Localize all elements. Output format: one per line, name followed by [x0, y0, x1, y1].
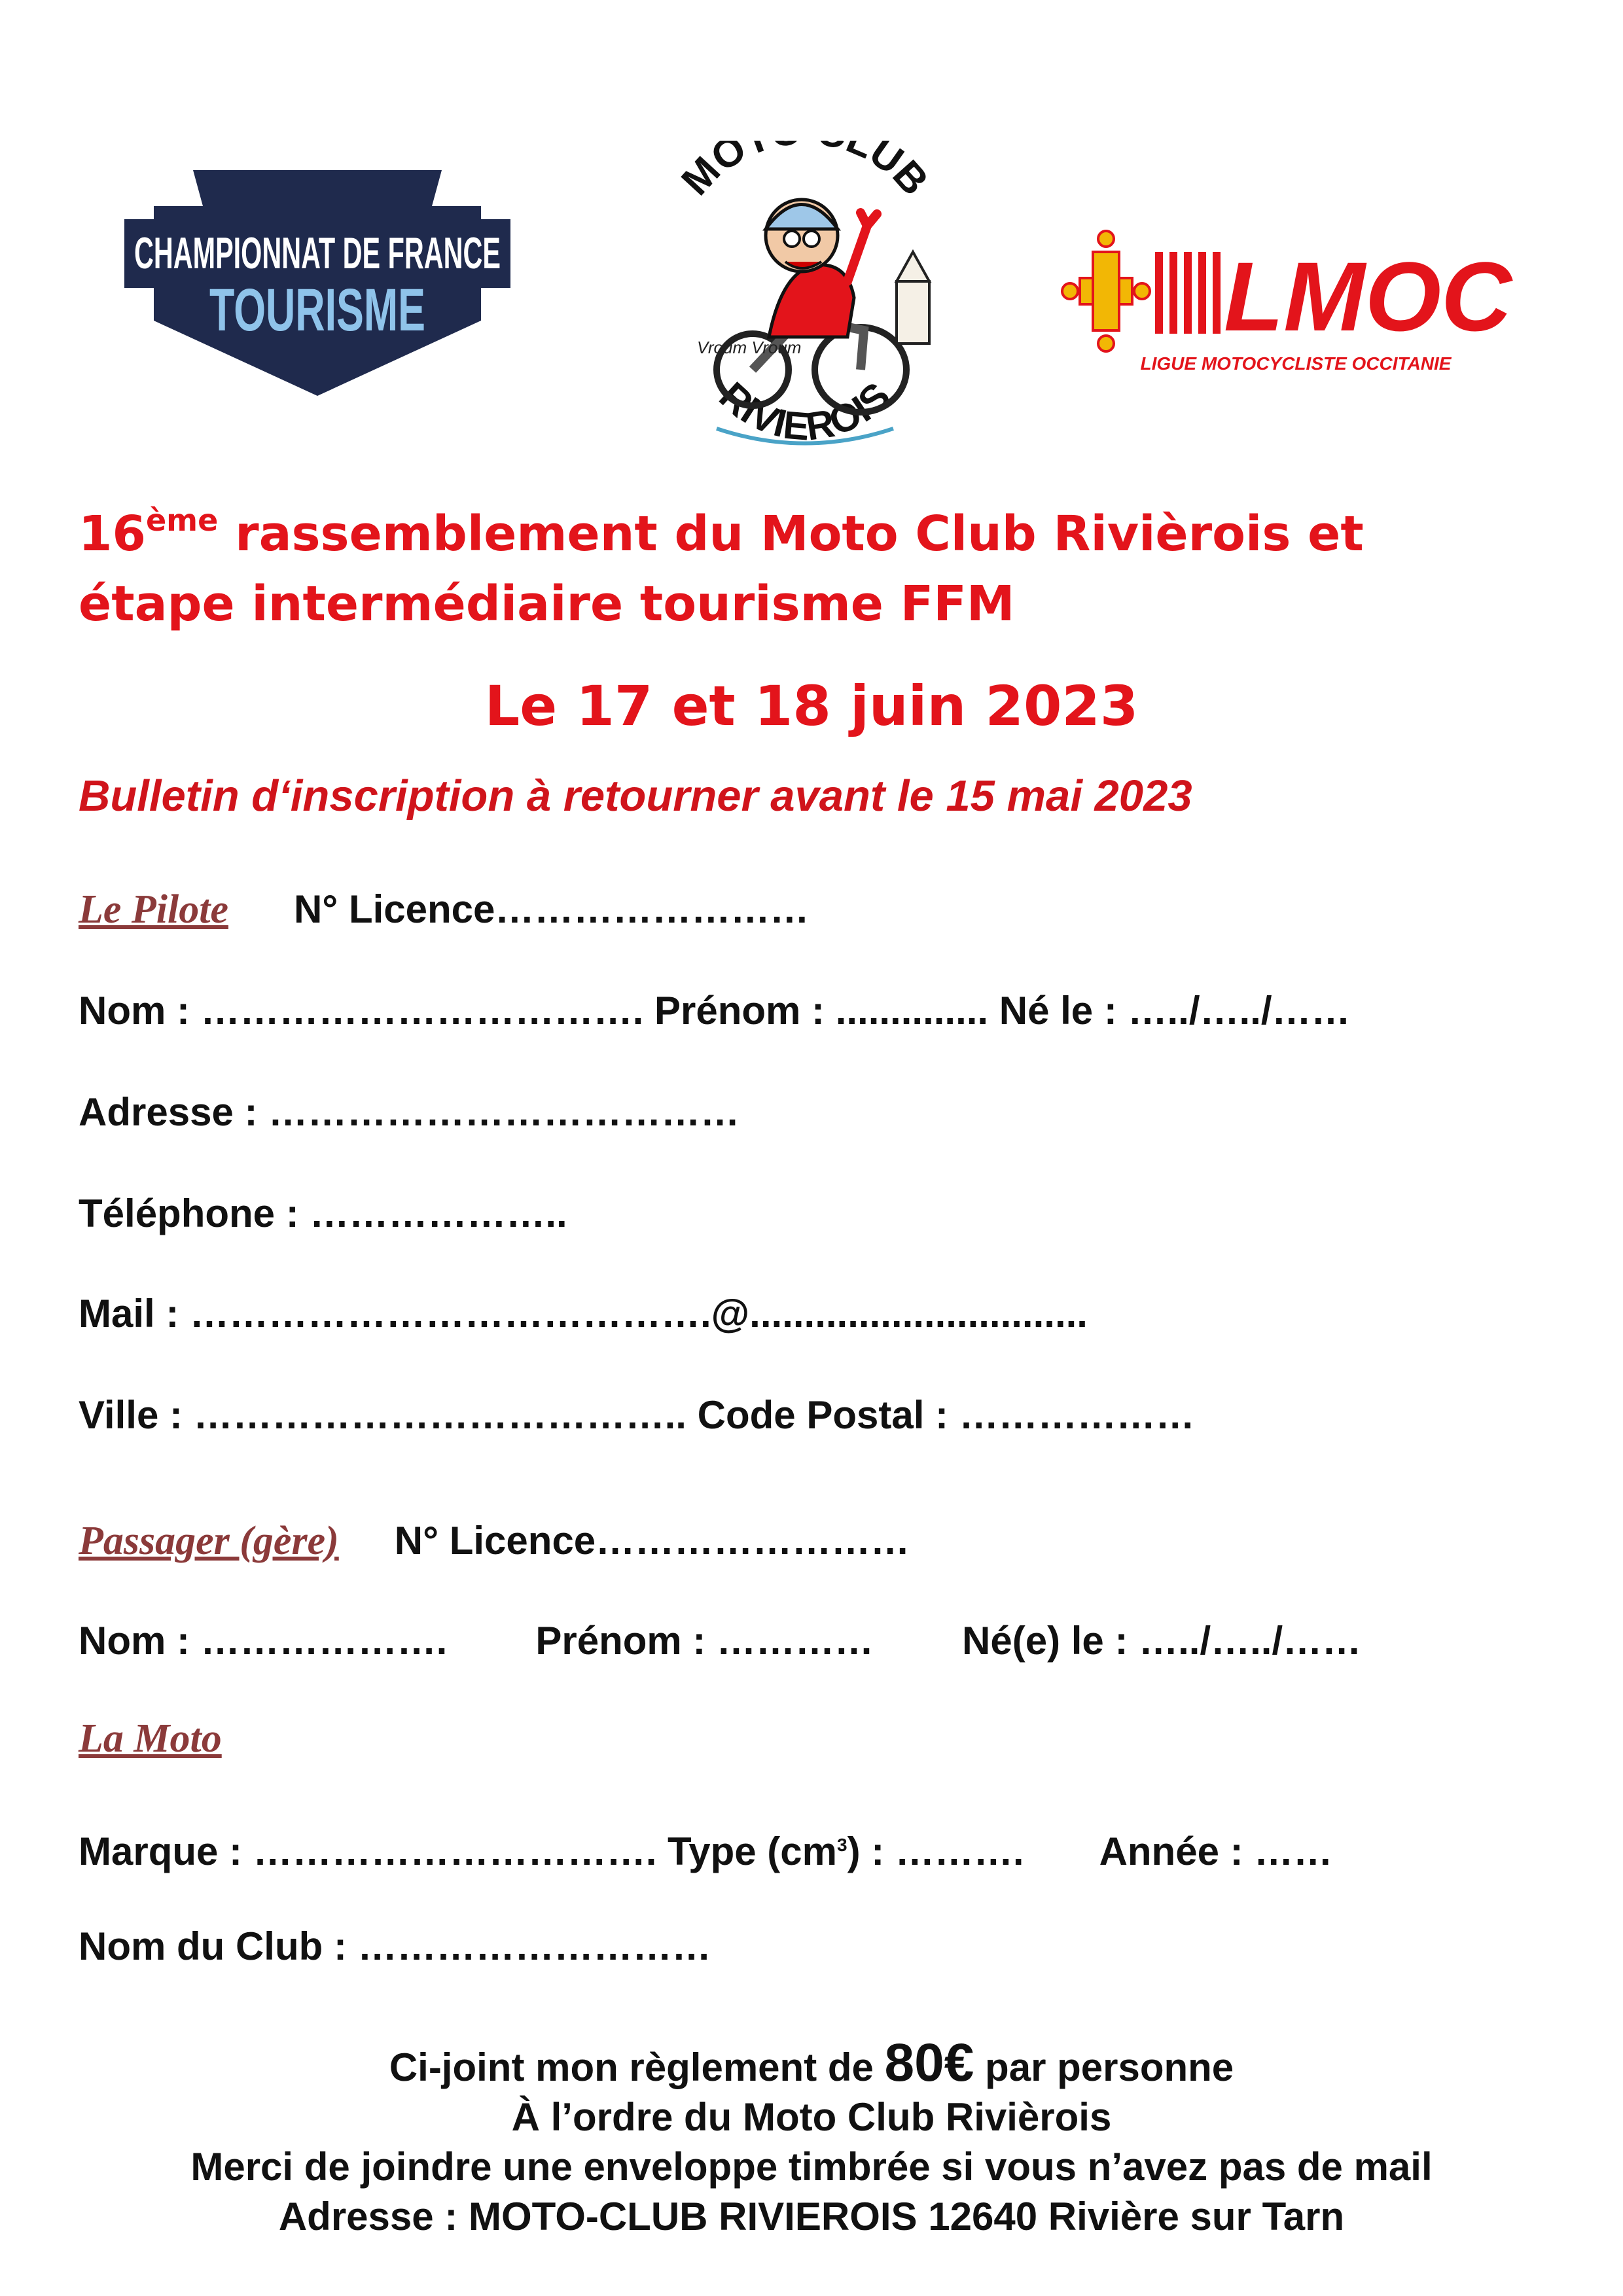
- mcr-sound-text: Vroum Vroum: [697, 338, 802, 357]
- bike-section-label: La Moto: [79, 1716, 222, 1761]
- svg-text:MOTO CLUB: [673, 141, 936, 204]
- lmoc-logo: [1057, 213, 1522, 383]
- pilot-postal-code-field[interactable]: Code Postal : ………………: [697, 1393, 1195, 1437]
- pilot-header-row: [79, 887, 809, 932]
- bike-type-field[interactable]: [668, 1829, 1024, 1873]
- lmoc-subtitle: LIGUE MOTOCYCLISTE OCCITANIE: [1140, 353, 1452, 374]
- lmoc-initials: LMOC: [1224, 241, 1514, 351]
- payment-order-line: À l’ordre du Moto Club Rivièrois: [511, 2095, 1112, 2139]
- pilot-prenom-field[interactable]: Prénom : ..............: [654, 989, 999, 1033]
- pilot-telephone-field[interactable]: Téléphone : ………………..: [79, 1192, 567, 1235]
- envelope-note: Merci de joindre une enveloppe timbrée si vous n’avez pas de mail: [190, 2145, 1433, 2189]
- pilot-city-row: [79, 1392, 1195, 1438]
- pilot-name-row: [79, 988, 1351, 1034]
- bike-type-superscript: 3: [837, 1835, 847, 1855]
- event-edition-suffix: ème: [145, 503, 219, 538]
- registration-deadline: Bulletin d‘inscription à retourner avant le 15 mai 2023: [79, 771, 1192, 821]
- pilot-ville-field[interactable]: Ville : ………………………………..: [79, 1393, 698, 1437]
- passenger-header-row: [79, 1518, 910, 1564]
- passenger-prenom-field[interactable]: Prénom : …………: [535, 1619, 874, 1663]
- cft-line1: CHAMPIONNAT DE FRANCE: [134, 228, 501, 278]
- event-edition-number: 16: [79, 506, 146, 562]
- event-title-rest: rassemblement du Moto Club Rivièrois et: [218, 506, 1364, 562]
- passenger-section-label: Passager (gère): [79, 1519, 339, 1563]
- championnat-france-tourisme-logo: [124, 170, 510, 399]
- bike-type-suffix: ) : ……….: [847, 1829, 1024, 1873]
- passenger-nom-field[interactable]: Nom : ……………….: [79, 1619, 448, 1663]
- passenger-birthdate-field[interactable]: Né(e) le : …../…../……: [962, 1619, 1362, 1663]
- pilot-phone-row: [79, 1191, 567, 1237]
- event-title-line1: [79, 503, 1364, 562]
- bike-type-prefix: Type (cm: [668, 1829, 837, 1873]
- pilot-adresse-field[interactable]: Adresse : ………………………………: [79, 1090, 740, 1134]
- bike-header-row: [79, 1716, 222, 1761]
- mcr-top-text: MO LUB: [673, 141, 937, 204]
- event-title-line2: étape intermédiaire tourisme FFM: [79, 576, 1015, 632]
- pilot-nom-field[interactable]: Nom : …………………………….: [79, 989, 654, 1033]
- mcr-bottom-text: RIVIEROIS: [711, 374, 899, 449]
- cft-line2: TOURISME: [209, 277, 425, 344]
- club-address: Adresse : MOTO-CLUB RIVIEROIS 12640 Rivière sur Tarn: [278, 2195, 1345, 2238]
- bike-marque-field[interactable]: Marque : ………………………….: [79, 1829, 668, 1873]
- payment-text-post: par personne: [974, 2045, 1234, 2089]
- payment-footer: [0, 2033, 1623, 2242]
- event-date: Le 17 et 18 juin 2023: [484, 674, 1139, 738]
- bike-details-row: [79, 1822, 1333, 1873]
- club-row: [79, 1924, 711, 1969]
- bike-annee-field[interactable]: Année : ……: [1099, 1829, 1333, 1873]
- pilot-mail-row: [79, 1291, 1088, 1337]
- payment-text-pre: Ci-joint mon règlement de: [389, 2045, 885, 2089]
- payment-line: [0, 2033, 1623, 2093]
- pilot-licence-field[interactable]: N° Licence……………………: [293, 887, 810, 931]
- moto-club-rivierois-logo: [638, 141, 972, 468]
- payment-amount: 80€: [884, 2033, 974, 2093]
- pilot-birthdate-field[interactable]: Né le : …../…../……: [999, 989, 1351, 1033]
- passenger-name-row: [79, 1618, 1361, 1664]
- pilot-address-row: [79, 1089, 740, 1135]
- pilot-mail-field[interactable]: Mail : ………………………………….@...............................: [79, 1292, 1088, 1335]
- club-name-field[interactable]: Nom du Club : ………………………: [79, 1924, 711, 1968]
- pilot-section-label: Le Pilote: [79, 887, 228, 932]
- passenger-licence-field[interactable]: N° Licence……………………: [394, 1519, 910, 1563]
